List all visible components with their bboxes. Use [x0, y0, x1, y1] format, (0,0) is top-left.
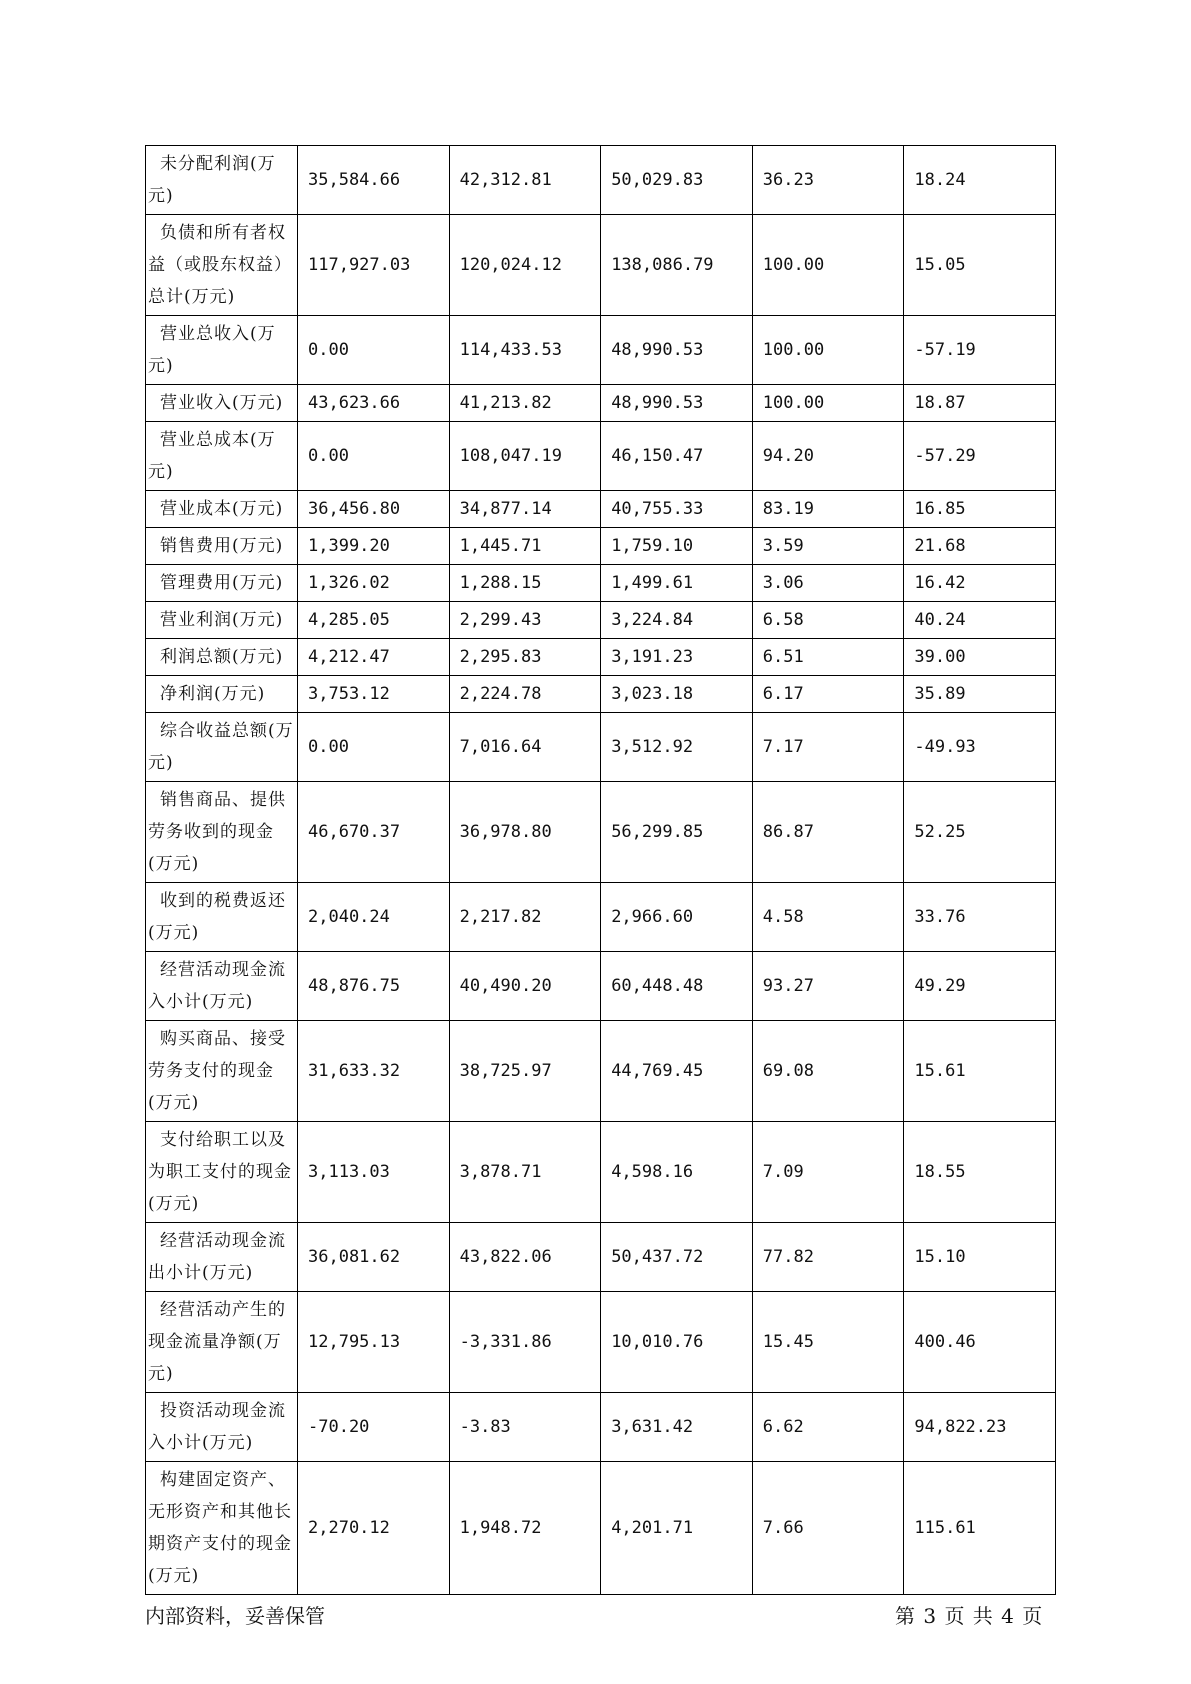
cell-value: 6.62	[752, 1393, 904, 1462]
cell-value: 46,670.37	[298, 782, 450, 883]
cell-value: 34,877.14	[449, 491, 601, 528]
cell-value: 18.24	[904, 146, 1056, 215]
cell-value: -70.20	[298, 1393, 450, 1462]
cell-value: 3,113.03	[298, 1122, 450, 1223]
cell-value: 3.06	[752, 565, 904, 602]
row-label: 销售商品、提供劳务收到的现金(万元)	[146, 782, 298, 883]
row-label: 支付给职工以及为职工支付的现金(万元)	[146, 1122, 298, 1223]
cell-value: 50,437.72	[601, 1223, 753, 1292]
cell-value: 12,795.13	[298, 1292, 450, 1393]
cell-value: 4,201.71	[601, 1462, 753, 1595]
footer-confidential-note: 内部资料，妥善保管	[145, 1604, 325, 1628]
row-label: 营业总收入(万元)	[146, 316, 298, 385]
cell-value: 1,499.61	[601, 565, 753, 602]
cell-value: 40,490.20	[449, 952, 601, 1021]
table-row	[146, 1393, 1056, 1462]
cell-value: 15.61	[904, 1021, 1056, 1122]
cell-value: 7.66	[752, 1462, 904, 1595]
row-label: 利润总额(万元)	[146, 639, 298, 676]
table-row	[146, 1021, 1056, 1122]
cell-value: 93.27	[752, 952, 904, 1021]
cell-value: 100.00	[752, 385, 904, 422]
cell-value: 38,725.97	[449, 1021, 601, 1122]
cell-value: 3,631.42	[601, 1393, 753, 1462]
cell-value: 16.85	[904, 491, 1056, 528]
cell-value: 48,990.53	[601, 385, 753, 422]
table-row	[146, 676, 1056, 713]
cell-value: 2,270.12	[298, 1462, 450, 1595]
row-label: 营业利润(万元)	[146, 602, 298, 639]
cell-value: 69.08	[752, 1021, 904, 1122]
table-row	[146, 639, 1056, 676]
table-row	[146, 528, 1056, 565]
row-label: 管理费用(万元)	[146, 565, 298, 602]
cell-value: 42,312.81	[449, 146, 601, 215]
cell-value: 138,086.79	[601, 215, 753, 316]
table-row	[146, 1223, 1056, 1292]
cell-value: 43,822.06	[449, 1223, 601, 1292]
cell-value: 15.45	[752, 1292, 904, 1393]
cell-value: 15.10	[904, 1223, 1056, 1292]
cell-value: 46,150.47	[601, 422, 753, 491]
cell-value: 83.19	[752, 491, 904, 528]
cell-value: 4.58	[752, 883, 904, 952]
table-row	[146, 385, 1056, 422]
cell-value: 120,024.12	[449, 215, 601, 316]
cell-value: 31,633.32	[298, 1021, 450, 1122]
row-label: 负债和所有者权益（或股东权益）总计(万元)	[146, 215, 298, 316]
cell-value: 52.25	[904, 782, 1056, 883]
cell-value: -3.83	[449, 1393, 601, 1462]
cell-value: 36.23	[752, 146, 904, 215]
cell-value: 3,191.23	[601, 639, 753, 676]
cell-value: 6.17	[752, 676, 904, 713]
row-label: 营业成本(万元)	[146, 491, 298, 528]
cell-value: 1,948.72	[449, 1462, 601, 1595]
cell-value: 7,016.64	[449, 713, 601, 782]
table-row	[146, 883, 1056, 952]
cell-value: 1,326.02	[298, 565, 450, 602]
cell-value: 6.51	[752, 639, 904, 676]
cell-value: 36,081.62	[298, 1223, 450, 1292]
cell-value: 4,285.05	[298, 602, 450, 639]
cell-value: 0.00	[298, 316, 450, 385]
table-row	[146, 1462, 1056, 1595]
cell-value: 6.58	[752, 602, 904, 639]
cell-value: 3,878.71	[449, 1122, 601, 1223]
cell-value: 49.29	[904, 952, 1056, 1021]
table-body	[146, 146, 1056, 1595]
cell-value: 36,456.80	[298, 491, 450, 528]
cell-value: 39.00	[904, 639, 1056, 676]
table-row	[146, 491, 1056, 528]
row-label: 营业收入(万元)	[146, 385, 298, 422]
cell-value: 7.17	[752, 713, 904, 782]
cell-value: 77.82	[752, 1223, 904, 1292]
cell-value: 60,448.48	[601, 952, 753, 1021]
row-label: 经营活动产生的现金流量净额(万元)	[146, 1292, 298, 1393]
cell-value: 3,023.18	[601, 676, 753, 713]
financial-data-table	[145, 145, 1056, 1595]
cell-value: 2,966.60	[601, 883, 753, 952]
table-row	[146, 952, 1056, 1021]
cell-value: 400.46	[904, 1292, 1056, 1393]
cell-value: 2,217.82	[449, 883, 601, 952]
table-row	[146, 713, 1056, 782]
cell-value: 0.00	[298, 422, 450, 491]
cell-value: 50,029.83	[601, 146, 753, 215]
cell-value: 1,759.10	[601, 528, 753, 565]
cell-value: 114,433.53	[449, 316, 601, 385]
cell-value: 94,822.23	[904, 1393, 1056, 1462]
cell-value: 44,769.45	[601, 1021, 753, 1122]
table-row	[146, 146, 1056, 215]
cell-value: 3,512.92	[601, 713, 753, 782]
table-row	[146, 1122, 1056, 1223]
cell-value: 33.76	[904, 883, 1056, 952]
cell-value: 15.05	[904, 215, 1056, 316]
row-label: 经营活动现金流出小计(万元)	[146, 1223, 298, 1292]
row-label: 构建固定资产、无形资产和其他长期资产支付的现金(万元)	[146, 1462, 298, 1595]
cell-value: -57.19	[904, 316, 1056, 385]
cell-value: 48,990.53	[601, 316, 753, 385]
row-label: 营业总成本(万元)	[146, 422, 298, 491]
cell-value: 16.42	[904, 565, 1056, 602]
row-label: 收到的税费返还(万元)	[146, 883, 298, 952]
cell-value: 48,876.75	[298, 952, 450, 1021]
cell-value: 115.61	[904, 1462, 1056, 1595]
cell-value: 40.24	[904, 602, 1056, 639]
cell-value: 35,584.66	[298, 146, 450, 215]
table-row	[146, 422, 1056, 491]
cell-value: 94.20	[752, 422, 904, 491]
cell-value: 100.00	[752, 215, 904, 316]
cell-value: 43,623.66	[298, 385, 450, 422]
cell-value: 4,598.16	[601, 1122, 753, 1223]
cell-value: 1,399.20	[298, 528, 450, 565]
cell-value: 41,213.82	[449, 385, 601, 422]
cell-value: 1,288.15	[449, 565, 601, 602]
cell-value: 40,755.33	[601, 491, 753, 528]
row-label: 未分配利润(万元)	[146, 146, 298, 215]
row-label: 投资活动现金流入小计(万元)	[146, 1393, 298, 1462]
cell-value: 56,299.85	[601, 782, 753, 883]
cell-value: 18.87	[904, 385, 1056, 422]
table-row	[146, 782, 1056, 883]
cell-value: 3.59	[752, 528, 904, 565]
cell-value: -49.93	[904, 713, 1056, 782]
cell-value: 18.55	[904, 1122, 1056, 1223]
table-row	[146, 316, 1056, 385]
table-row	[146, 565, 1056, 602]
row-label: 销售费用(万元)	[146, 528, 298, 565]
row-label: 购买商品、接受劳务支付的现金(万元)	[146, 1021, 298, 1122]
cell-value: 86.87	[752, 782, 904, 883]
cell-value: 3,753.12	[298, 676, 450, 713]
cell-value: 0.00	[298, 713, 450, 782]
cell-value: 36,978.80	[449, 782, 601, 883]
cell-value: 3,224.84	[601, 602, 753, 639]
cell-value: 10,010.76	[601, 1292, 753, 1393]
cell-value: 2,224.78	[449, 676, 601, 713]
row-label: 净利润(万元)	[146, 676, 298, 713]
row-label: 经营活动现金流入小计(万元)	[146, 952, 298, 1021]
cell-value: 21.68	[904, 528, 1056, 565]
table-row	[146, 602, 1056, 639]
cell-value: 2,040.24	[298, 883, 450, 952]
cell-value: 117,927.03	[298, 215, 450, 316]
cell-value: 35.89	[904, 676, 1056, 713]
cell-value: 100.00	[752, 316, 904, 385]
table-row	[146, 215, 1056, 316]
cell-value: -3,331.86	[449, 1292, 601, 1393]
footer-page-number: 第 3 页 共 4 页	[895, 1604, 1043, 1628]
cell-value: 108,047.19	[449, 422, 601, 491]
cell-value: 1,445.71	[449, 528, 601, 565]
cell-value: 2,299.43	[449, 602, 601, 639]
cell-value: 2,295.83	[449, 639, 601, 676]
table-row	[146, 1292, 1056, 1393]
cell-value: 7.09	[752, 1122, 904, 1223]
row-label: 综合收益总额(万元)	[146, 713, 298, 782]
cell-value: -57.29	[904, 422, 1056, 491]
cell-value: 4,212.47	[298, 639, 450, 676]
